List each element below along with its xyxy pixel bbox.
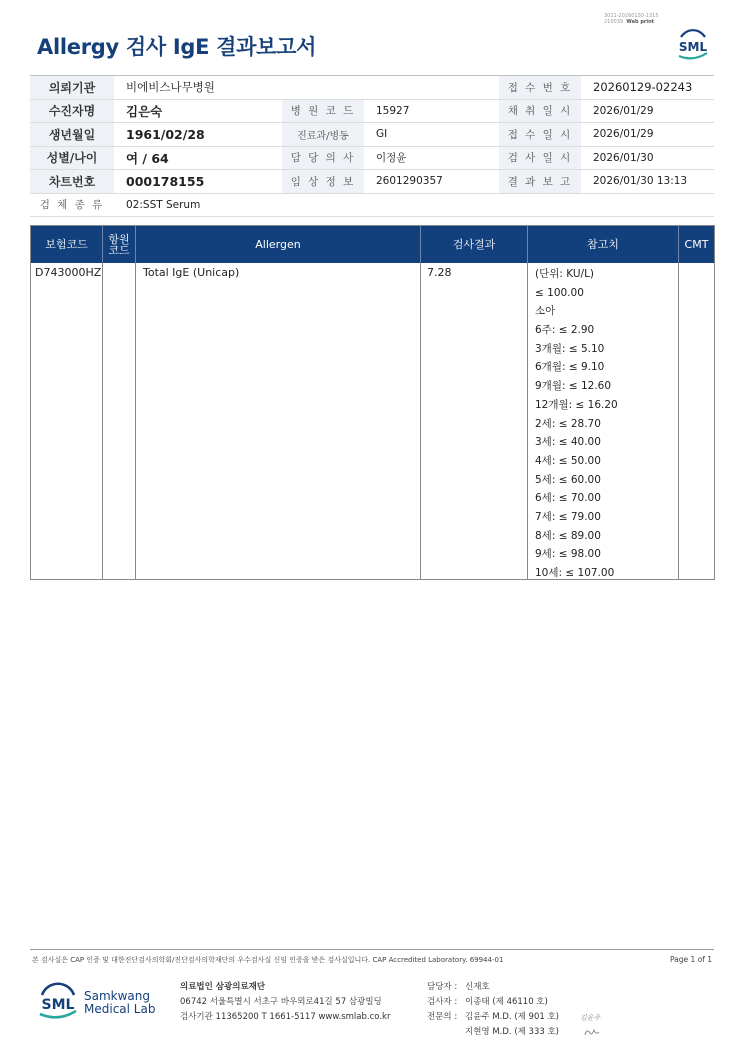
- hospital-code-label: 병 원 코 드: [282, 100, 364, 123]
- hospital-code-value: 15927: [376, 104, 410, 117]
- report-title: Allergy 검사 IgE 결과보고서: [37, 35, 317, 59]
- reference-item: 3세: ≤ 40.00: [535, 436, 601, 449]
- hospital-value: 비에비스나무병원: [126, 80, 215, 95]
- dept-value: GI: [376, 128, 388, 141]
- sml-logo-icon: [36, 980, 80, 1024]
- info-row-birth: [30, 123, 714, 147]
- col-item-code-line2: 코드: [108, 243, 130, 257]
- sml-logo-icon: [673, 25, 713, 65]
- col-allergen: Allergen: [136, 226, 421, 263]
- reference-values: [535, 265, 618, 583]
- info-row-chart: [30, 170, 714, 194]
- clinical-label: 임 상 정 보: [282, 170, 364, 193]
- col-divider: [527, 263, 528, 579]
- results-table: [30, 225, 715, 580]
- reference-item: 3개월: ≤ 5.10: [535, 342, 605, 355]
- page-number: Page 1 of 1: [670, 955, 713, 964]
- col-cmt: CMT: [684, 238, 709, 251]
- receipt-no-label: 접 수 번 호: [499, 76, 581, 99]
- clinical-value: 2601290357: [376, 175, 443, 188]
- reference-item: 8세: ≤ 89.00: [535, 529, 601, 542]
- signature: 김윤주: [580, 1014, 601, 1022]
- reference-item: 9세: ≤ 98.00: [535, 548, 601, 561]
- staff-tester: 이종태 (제 46110 호): [465, 997, 548, 1007]
- staff-expert1: 김윤주 M.D. (제 901 호): [465, 1012, 560, 1022]
- org-name: 의료법인 삼광의료재단: [180, 982, 266, 992]
- col-divider: [135, 263, 136, 579]
- stamp-web-print: Web print: [626, 19, 655, 25]
- organization-info: [180, 980, 390, 1025]
- patient-label: 수진자명: [30, 100, 114, 123]
- info-row-hospital: [30, 76, 714, 100]
- staff-lead-label: 담당자 :: [427, 982, 458, 992]
- chart-label: 차트번호: [30, 170, 114, 193]
- col-reference: 참고치: [528, 226, 679, 263]
- staff-expert-label: 전문의 :: [427, 1012, 458, 1022]
- org-address: 06742 서울특별시 서초구 바우뫼로41길 57 삼광빌딩: [180, 997, 382, 1007]
- svg-text:SML: SML: [678, 40, 708, 54]
- org-contact: 검사기관 11365200 T 1661-5117 www.smlab.co.kr: [180, 1012, 391, 1022]
- print-stamp: [604, 13, 659, 25]
- sex-age-label: 성별/나이: [30, 147, 114, 170]
- reference-item: (단위: KU/L): [535, 268, 595, 280]
- col-divider: [678, 263, 679, 579]
- test-date-value: 2026/01/30: [593, 151, 654, 164]
- birth-value: 1961/02/28: [126, 126, 205, 142]
- specimen-label: 검 체 종 류: [39, 199, 105, 212]
- footer-divider: [30, 949, 714, 950]
- brand-line2: Medical Lab: [84, 1002, 156, 1016]
- reference-item: 7세: ≤ 79.00: [535, 510, 601, 523]
- col-item-code: [103, 226, 136, 263]
- collect-date-label: 채 취 일 시: [499, 100, 581, 123]
- reference-item: 6개월: ≤ 9.10: [535, 361, 605, 374]
- row-allergen: Total IgE (Unicap): [143, 266, 240, 279]
- hospital-label: 의뢰기관: [30, 76, 114, 99]
- reference-item: 9개월: ≤ 12.60: [535, 380, 612, 393]
- reference-item: 5세: ≤ 60.00: [535, 473, 601, 486]
- row-ins-code: D743000HZ: [35, 266, 102, 279]
- col-result: 검사결과: [421, 226, 528, 263]
- signature-icon: [583, 1026, 601, 1038]
- staff-expert2: 지현영 M.D. (제 333 호): [465, 1027, 560, 1037]
- info-row-patient: [30, 100, 714, 124]
- birth-label: 생년월일: [30, 123, 114, 146]
- reference-item: 12개월: ≤ 16.20: [535, 398, 618, 411]
- receipt-date-label: 접 수 일 시: [499, 123, 581, 146]
- info-row-specimen: [30, 194, 714, 218]
- reference-item: ≤ 100.00: [535, 286, 584, 299]
- reference-item: 4세: ≤ 50.00: [535, 454, 601, 467]
- reference-item: 소아: [535, 305, 556, 318]
- staff-lead: 신재호: [465, 982, 490, 992]
- staff-tester-label: 검사자 :: [427, 997, 458, 1007]
- collect-date-value: 2026/01/29: [593, 104, 654, 117]
- receipt-no-value: 20260129-02243: [593, 80, 693, 95]
- patient-value: 김은숙: [126, 103, 163, 119]
- col-divider: [102, 263, 103, 579]
- report-label: 결 과 보 고: [499, 170, 581, 193]
- col-divider: [420, 263, 421, 579]
- col-item-code-line1: 항원: [108, 232, 130, 246]
- reference-item: 2세: ≤ 28.70: [535, 417, 601, 430]
- svg-text:SML: SML: [41, 997, 75, 1013]
- dept-label: 진료과/병동: [282, 123, 364, 146]
- row-result: 7.28: [427, 266, 452, 279]
- chart-value: 000178155: [126, 173, 205, 189]
- col-ins-code: 보험코드: [31, 226, 103, 263]
- results-header: [31, 226, 714, 263]
- stamp-code: 210039 Web print: [604, 19, 655, 25]
- brand-line1: Samkwang: [84, 989, 150, 1003]
- reference-item: 10세: ≤ 107.00: [535, 567, 615, 579]
- doctor-label: 담 당 의 사: [282, 147, 364, 170]
- test-date-label: 검 사 일 시: [499, 147, 581, 170]
- patient-info-table: [30, 75, 714, 217]
- accreditation-note: 본 검사실은 CAP 인증 및 대한진단검사의학회/진단검사의학재단의 우수검사실 신임 인증을 받은 검사실입니다. CAP Accredited Laboratory. 69944-01: [32, 956, 504, 964]
- reference-item: 6세: ≤ 70.00: [535, 492, 601, 505]
- brand-name: [84, 990, 155, 1016]
- info-row-sex-age: [30, 147, 714, 171]
- staff-info: [427, 980, 559, 1040]
- stamp-id: 3011-20260130-1315: [604, 13, 659, 19]
- report-value: 2026/01/30 13:13: [593, 175, 688, 188]
- doctor-value: 이정윤: [376, 152, 407, 165]
- specimen-value: 02:SST Serum: [126, 198, 201, 211]
- sex-age-value: 여 / 64: [126, 150, 169, 166]
- receipt-date-value: 2026/01/29: [593, 128, 654, 141]
- reference-item: 6주: ≤ 2.90: [535, 324, 595, 337]
